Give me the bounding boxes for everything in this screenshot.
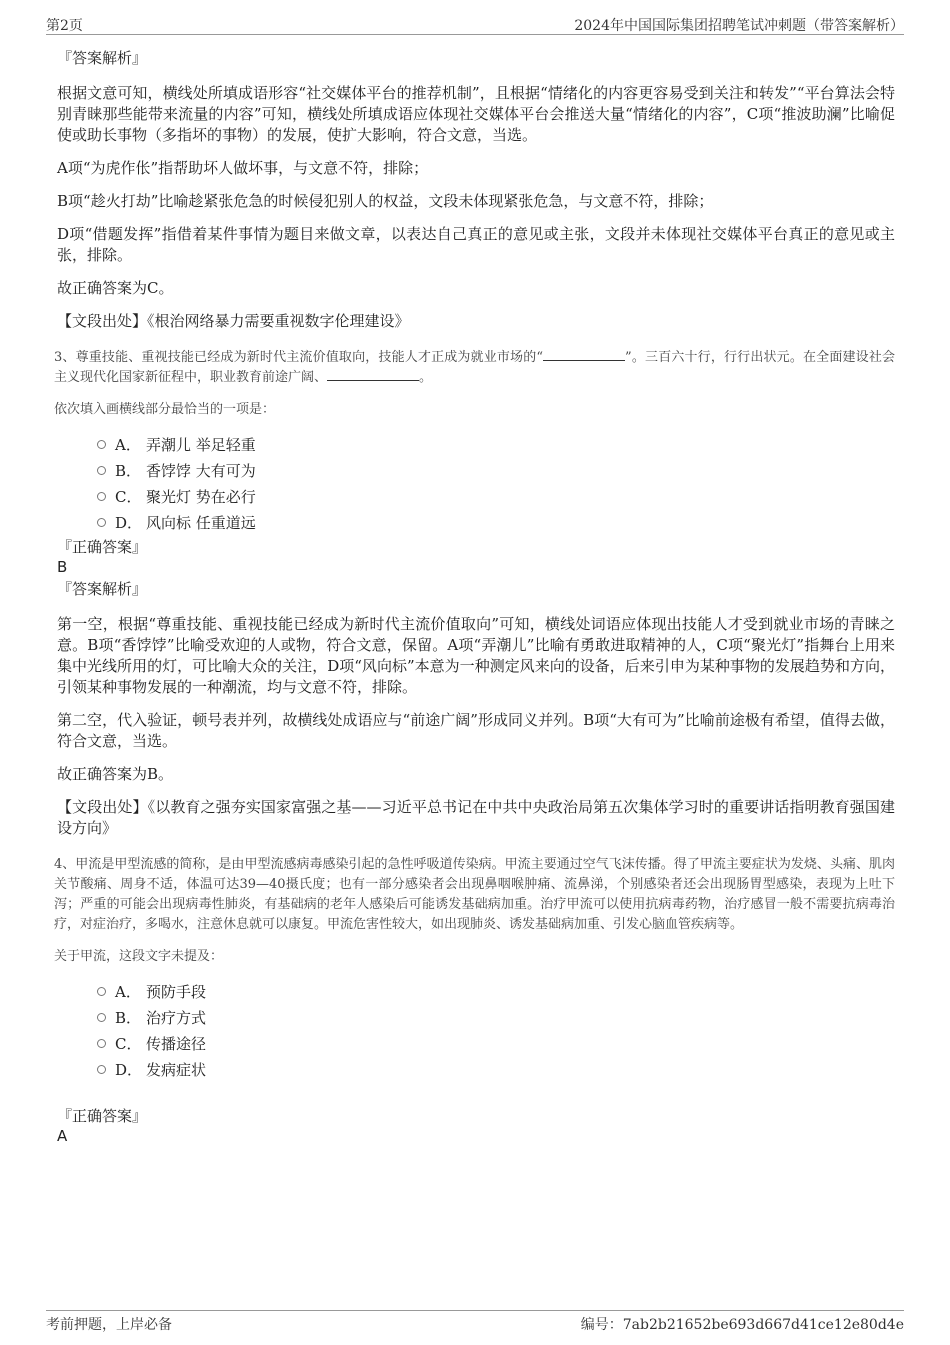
- analysis-paragraph: 第二空，代入验证，顿号表并列，故横线处成语应与“前途广阔”形成同义并列。B项“大有可为”比喻前途极有希望，值得去做，符合文意，当选。: [57, 711, 895, 750]
- option-text: 弄潮儿 举足轻重: [146, 435, 256, 454]
- radio-icon[interactable]: [97, 987, 106, 996]
- option-letter: B．: [115, 461, 142, 480]
- stem-text: 。: [419, 370, 433, 385]
- option-letter: C．: [115, 487, 142, 506]
- correct-answer: A: [57, 1127, 68, 1145]
- option-text: 香饽饽 大有可为: [146, 461, 256, 480]
- option-text: 传播途径: [146, 1034, 207, 1053]
- radio-icon[interactable]: [97, 492, 106, 501]
- analysis-paragraph: 根据文意可知，横线处所填成语形容“社交媒体平台的推荐机制”，且根据“情绪化的内容更容易受到关注和转发”“平台算法会特别青睐那些能带来流量的内容”可知，横线处所填成语应体现社交媒体平台会推送大量“情绪化的内容”，C项“推波助澜”比喻促使或助长事物（多指坏的事物）的发展，使扩大影响，符合文意，当选。: [57, 84, 895, 144]
- option-letter: A．: [115, 982, 141, 1001]
- option-text: 风向标 任重道远: [146, 513, 256, 532]
- radio-icon[interactable]: [97, 1013, 106, 1022]
- question-4-prompt: 关于甲流，这段文字未提及：: [54, 949, 224, 964]
- question-3-stem: [54, 348, 895, 388]
- question-4-options: [97, 978, 895, 1082]
- correct-answer: B: [57, 558, 68, 576]
- option-b[interactable]: [97, 457, 895, 483]
- option-a[interactable]: [97, 431, 895, 457]
- fill-blank: [543, 348, 625, 361]
- page-content: [54, 48, 895, 1146]
- analysis-paragraph: B项“趁火打劫”比喻趁紧张危急的时候侵犯别人的权益，文段未体现紧张危急，与文意不符，排除；: [57, 192, 714, 210]
- question-3-options: [97, 431, 895, 535]
- radio-icon[interactable]: [97, 466, 106, 475]
- option-a[interactable]: [97, 978, 895, 1004]
- option-d[interactable]: [97, 509, 895, 535]
- option-text: 预防手段: [146, 982, 207, 1001]
- option-text: 聚光灯 势在必行: [146, 487, 256, 506]
- option-letter: B．: [115, 1008, 142, 1027]
- passage-source: 【文段出处】《以教育之强夯实国家富强之基——习近平总书记在中共中央政治局第五次集体学习时的重要讲话指明教育强国建设方向》: [57, 798, 895, 837]
- option-letter: D．: [115, 1060, 143, 1079]
- header-divider: [46, 34, 904, 35]
- option-d[interactable]: [97, 1056, 895, 1082]
- option-letter: D．: [115, 513, 143, 532]
- option-letter: A．: [115, 435, 141, 454]
- question-4-stem: 4、甲流是甲型流感的简称，是由甲型流感病毒感染引起的急性呼吸道传染病。甲流主要通过空气飞沫传播。得了甲流主要症状为发烧、头痛、肌肉关节酸痛、周身不适，体温可达39—40摄氏度；也有一部分感染者会出现鼻咽喉肿痛、流鼻涕，个别感染者还会出现肠胃型感染，表现为上吐下泻；严重的可能会出现病毒性肺炎，有基础病的老年人感染后可能诱发基础病加重。治疗甲流可以使用抗病毒药物，治疗感冒一般不需要抗病毒治疗，对症治疗，多喝水，注意休息就可以康复。甲流危害性较大，如出现肺炎、诱发基础病加重、引发心脑血管疾病等。: [54, 857, 895, 932]
- analysis-label: 『答案解析』: [57, 49, 148, 67]
- radio-icon[interactable]: [97, 1065, 106, 1074]
- correct-answer-label: 『正确答案』: [57, 1107, 148, 1125]
- question-3-prompt: 依次填入画横线部分最恰当的一项是：: [54, 402, 276, 417]
- correct-answer-label: 『正确答案』: [57, 538, 148, 556]
- stem-text: ”。三百六十行，行行出状元。在全面建设社会主义现代化国家新征程中，职业教育前途广阔、: [54, 350, 895, 385]
- radio-icon[interactable]: [97, 1039, 106, 1048]
- analysis-paragraph: A项“为虎作伥”指帮助坏人做坏事，与文意不符，排除；: [57, 159, 429, 177]
- footer-slogan: 考前押题，上岸必备: [46, 1317, 172, 1333]
- footer-divider: [46, 1310, 904, 1311]
- radio-icon[interactable]: [97, 440, 106, 449]
- passage-source: 【文段出处】《根治网络暴力需要重视数字伦理建设》: [57, 312, 410, 330]
- option-text: 发病症状: [146, 1060, 207, 1079]
- option-c[interactable]: [97, 483, 895, 509]
- analysis-paragraph: D项“借题发挥”指借着某件事情为题目来做文章，以表达自己真正的意见或主张，文段并未体现社交媒体平台真正的意见或主张，排除。: [57, 225, 895, 264]
- option-b[interactable]: [97, 1004, 895, 1030]
- analysis-label: 『答案解析』: [57, 580, 148, 598]
- stem-text: 3、尊重技能、重视技能已经成为新时代主流价值取向，技能人才正成为就业市场的“: [54, 350, 544, 365]
- option-c[interactable]: [97, 1030, 895, 1056]
- document-title: 2024年中国国际集团招聘笔试冲刺题（带答案解析）: [574, 18, 904, 34]
- analysis-paragraph: 第一空，根据“尊重技能、重视技能已经成为新时代主流价值取向”可知，横线处词语应体现出技能人才受到就业市场的青睐之意。B项“香饽饽”比喻受欢迎的人或物，符合文意，保留。A项“弄潮儿”比喻有勇敢进取精神的人，C项“聚光灯”指舞台上用来集中光线所用的灯，可比喻大众的关注，D项“风向标”本意为一种测定风来向的设备，后来引申为某种事物的发展趋势和方向，引领某种事物发展的一种潮流，均与文意不符，排除。: [57, 615, 895, 696]
- option-text: 治疗方式: [146, 1008, 207, 1027]
- analysis-conclusion: 故正确答案为C。: [57, 279, 174, 297]
- radio-icon[interactable]: [97, 518, 106, 527]
- fill-blank: [327, 368, 419, 381]
- footer-serial: 编号：7ab2b21652be693d667d41ce12e80d4e: [580, 1317, 904, 1333]
- page-number: 第2页: [46, 18, 83, 34]
- option-letter: C．: [115, 1034, 142, 1053]
- analysis-conclusion: 故正确答案为B。: [57, 765, 174, 783]
